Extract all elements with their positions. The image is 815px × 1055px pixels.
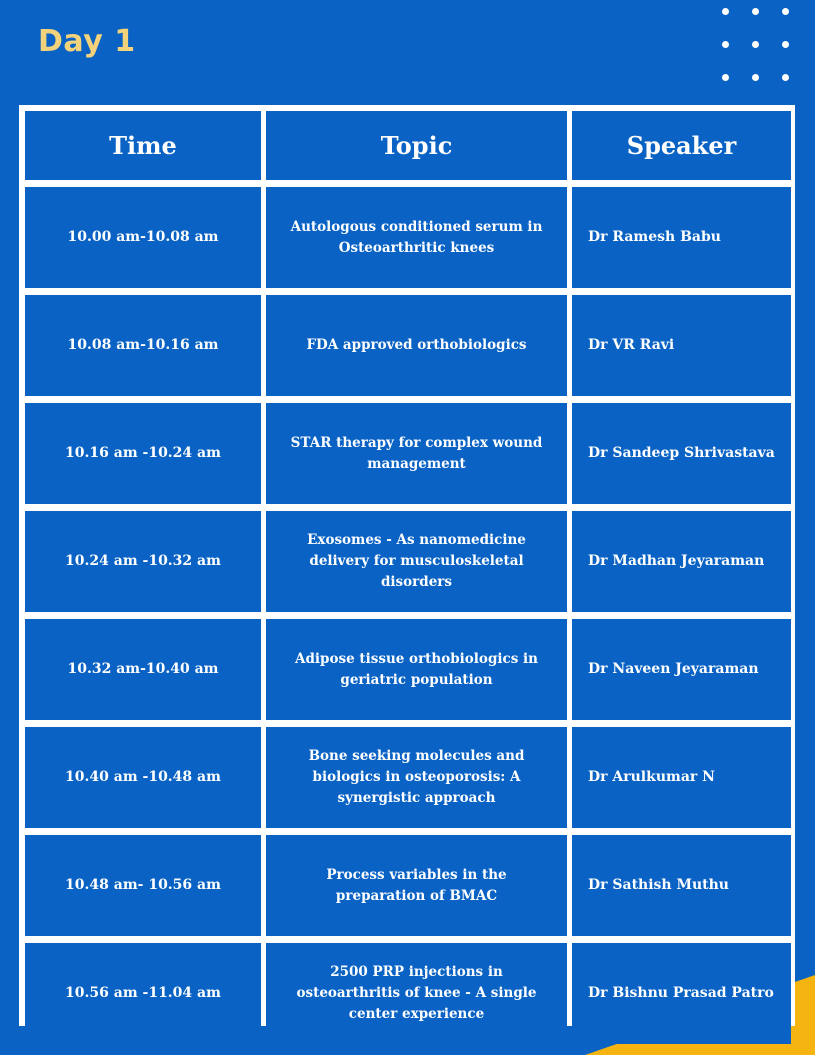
dot-icon	[752, 8, 759, 15]
row-2-speaker: Dr VR Ravi	[572, 295, 791, 396]
row-6-speaker: Dr Arulkumar N	[572, 727, 791, 828]
row-8-speaker: Dr Bishnu Prasad Patro	[572, 943, 791, 1044]
row-6-time: 10.40 am -10.48 am	[25, 727, 261, 828]
schedule-table	[19, 105, 795, 1026]
row-1-topic: Autologous conditioned serum in Osteoarthritic knees	[266, 187, 567, 288]
row-5-speaker: Dr Naveen Jeyaraman	[572, 619, 791, 720]
row-2-topic: FDA approved orthobiologics	[266, 295, 567, 396]
decorative-dots	[718, 6, 808, 86]
row-3-time: 10.16 am -10.24 am	[25, 403, 261, 504]
dot-icon	[782, 41, 789, 48]
dot-icon	[752, 74, 759, 81]
row-2-time: 10.08 am-10.16 am	[25, 295, 261, 396]
row-6-topic: Bone seeking molecules and biologics in osteoporosis: A synergistic approach	[266, 727, 567, 828]
row-8-time: 10.56 am -11.04 am	[25, 943, 261, 1044]
dot-icon	[722, 74, 729, 81]
row-4-speaker: Dr Madhan Jeyaraman	[572, 511, 791, 612]
header-time: Time	[25, 111, 261, 180]
dot-icon	[752, 41, 759, 48]
row-3-speaker: Dr Sandeep Shrivastava	[572, 403, 791, 504]
dot-icon	[782, 8, 789, 15]
dot-icon	[722, 8, 729, 15]
row-8-topic: 2500 PRP injections in osteoarthritis of knee - A single center experience	[266, 943, 567, 1044]
dot-icon	[782, 74, 789, 81]
row-7-time: 10.48 am- 10.56 am	[25, 835, 261, 936]
row-3-topic: STAR therapy for complex wound management	[266, 403, 567, 504]
row-4-topic: Exosomes - As nanomedicine delivery for musculoskeletal disorders	[266, 511, 567, 612]
row-5-time: 10.32 am-10.40 am	[25, 619, 261, 720]
page-title: Day 1	[38, 24, 136, 59]
row-4-time: 10.24 am -10.32 am	[25, 511, 261, 612]
row-1-time: 10.00 am-10.08 am	[25, 187, 261, 288]
row-1-speaker: Dr Ramesh Babu	[572, 187, 791, 288]
row-7-speaker: Dr Sathish Muthu	[572, 835, 791, 936]
dot-icon	[722, 41, 729, 48]
header-speaker: Speaker	[572, 111, 791, 180]
row-5-topic: Adipose tissue orthobiologics in geriatric population	[266, 619, 567, 720]
row-7-topic: Process variables in the preparation of BMAC	[266, 835, 567, 936]
header-topic: Topic	[266, 111, 567, 180]
